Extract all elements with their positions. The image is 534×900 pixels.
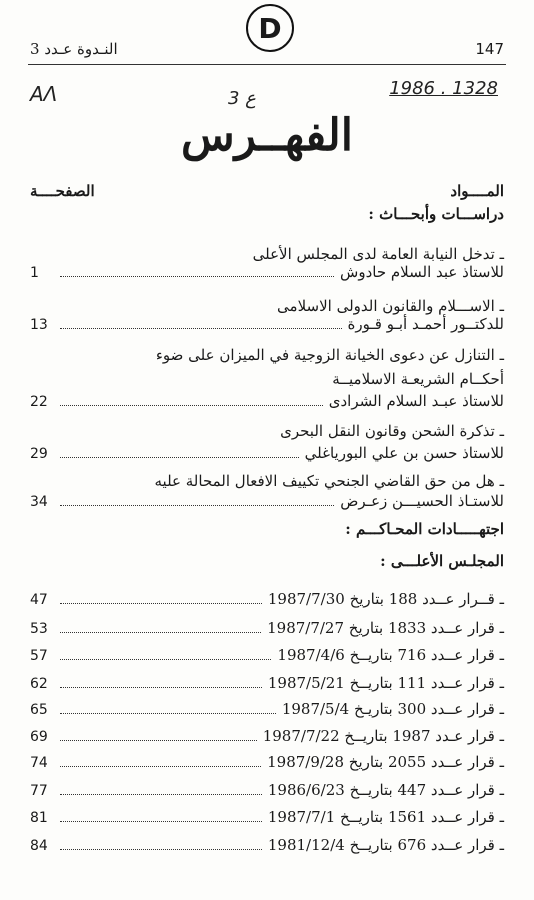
decision-page: 74 — [30, 755, 48, 771]
supreme-council-heading: المجلـس الأعلـــى : — [380, 552, 504, 570]
article-title: ـ تذكرة الشحن وقانون النقل البحرى — [280, 422, 504, 440]
toc-article — [30, 472, 504, 510]
page-number: 147 — [475, 40, 504, 58]
decision-page: 77 — [30, 783, 48, 799]
jurisprudence-section-heading: اجتهـــــادات المحـاكـــم : — [345, 520, 504, 538]
dot-leader — [60, 784, 262, 795]
dot-leader — [60, 593, 262, 604]
decision-label: ـ قرار عــدد 2055 بتاريخ 1987/9/28 — [267, 753, 504, 771]
article-title: ـ هل من حق القاضي الجنحي تكييف الافعال المحالة عليه — [154, 472, 504, 490]
article-author: للاستاذ حسن بن علي البورياغلي — [304, 444, 504, 462]
page-title: الفهــرس — [181, 110, 353, 161]
page-column-header: الصفحــــة — [30, 182, 95, 200]
article-author: للدكتــور أحمـد أبـو قـورة — [347, 315, 504, 333]
article-page: 13 — [30, 317, 48, 333]
decision-label: ـ قرار عــدد 1561 بتاريــخ 1987/7/1 — [267, 808, 504, 826]
decision-page: 53 — [30, 621, 48, 637]
handwritten-note-right: 1986 . 1328 — [389, 78, 498, 99]
toc-decision — [30, 753, 504, 775]
handwritten-note-left: ΑΛ — [30, 82, 58, 106]
article-title-continued: أحكــام الشريعـة الاسلاميــة — [332, 370, 504, 388]
decision-page: 47 — [30, 592, 48, 608]
decision-label: ـ قرار عــدد 716 بتاريــخ 1987/4/6 — [277, 646, 504, 664]
toc-article — [30, 346, 504, 410]
d-stamp-icon — [246, 4, 294, 52]
toc-decision — [30, 781, 504, 803]
toc-decision — [30, 646, 504, 668]
dot-leader — [60, 839, 262, 850]
decision-label: ـ قرار عــدد 111 بتاريــخ 1987/5/21 — [267, 674, 504, 692]
article-page: 29 — [30, 446, 48, 462]
dot-leader — [60, 495, 334, 506]
dot-leader — [60, 756, 261, 767]
decision-page: 57 — [30, 648, 48, 664]
decision-label: ـ قرار عــدد 1833 بتاريخ 1987/7/27 — [267, 619, 504, 637]
decision-label: ـ قرار عــدد 676 بتاريــخ 1981/12/4 — [267, 836, 504, 854]
decision-label: ـ قرار عــدد 447 بتاريــخ 1986/6/23 — [267, 781, 504, 799]
toc-decision — [30, 836, 504, 858]
dot-leader — [60, 266, 334, 277]
dot-leader — [60, 703, 276, 714]
dot-leader — [60, 622, 261, 633]
stamp-letter: D — [258, 11, 282, 45]
journal-running-header: النـدوة عـدد 3 — [30, 40, 118, 58]
article-title: ـ التنازل عن دعوى الخيانة الزوجية في الميزان على ضوء — [155, 346, 504, 364]
handwritten-note-center: ع 3 — [228, 88, 256, 109]
dot-leader — [60, 730, 257, 741]
decision-page: 65 — [30, 702, 48, 718]
decision-page: 62 — [30, 676, 48, 692]
header-divider — [28, 64, 506, 65]
toc-article — [30, 422, 504, 462]
materials-column-header: المــــواد — [450, 182, 504, 200]
article-page: 34 — [30, 494, 48, 510]
article-page: 22 — [30, 394, 48, 410]
decision-label: ـ قــرار عــدد 188 بتاريخ 1987/7/30 — [267, 590, 504, 608]
dot-leader — [60, 318, 342, 329]
toc-decision — [30, 619, 504, 641]
studies-section-heading: دراســـات وأبحـــاث : — [368, 205, 504, 223]
decision-label: ـ قرار عـدد 1987 بتاريــخ 1987/7/22 — [262, 727, 504, 745]
article-author: للاستـاذ الحسيـــن زعـرض — [340, 492, 504, 510]
toc-decision — [30, 590, 504, 612]
toc-decision — [30, 674, 504, 696]
toc-article — [30, 297, 504, 333]
toc-decision — [30, 808, 504, 830]
decision-page: 84 — [30, 838, 48, 854]
article-title: ـ الاســـلام والقانون الدولى الاسلامى — [277, 297, 504, 315]
decision-page: 69 — [30, 729, 48, 745]
toc-article — [30, 245, 504, 281]
article-author: للاستاذ عبـد السلام الشرادى — [328, 392, 504, 410]
dot-leader — [60, 395, 323, 406]
decision-label: ـ قرار عــدد 300 بتاريـخ 1987/5/4 — [281, 700, 504, 718]
toc-decision — [30, 727, 504, 749]
article-page: 1 — [30, 265, 39, 281]
dot-leader — [60, 447, 299, 458]
article-author: للاستاذ عبد السلام حادوش — [340, 263, 504, 281]
article-title: ـ تدخل النيابة العامة لدى المجلس الأعلى — [252, 245, 504, 263]
dot-leader — [60, 811, 262, 822]
dot-leader — [60, 649, 271, 660]
dot-leader — [60, 677, 262, 688]
toc-decision — [30, 700, 504, 722]
decision-page: 81 — [30, 810, 48, 826]
